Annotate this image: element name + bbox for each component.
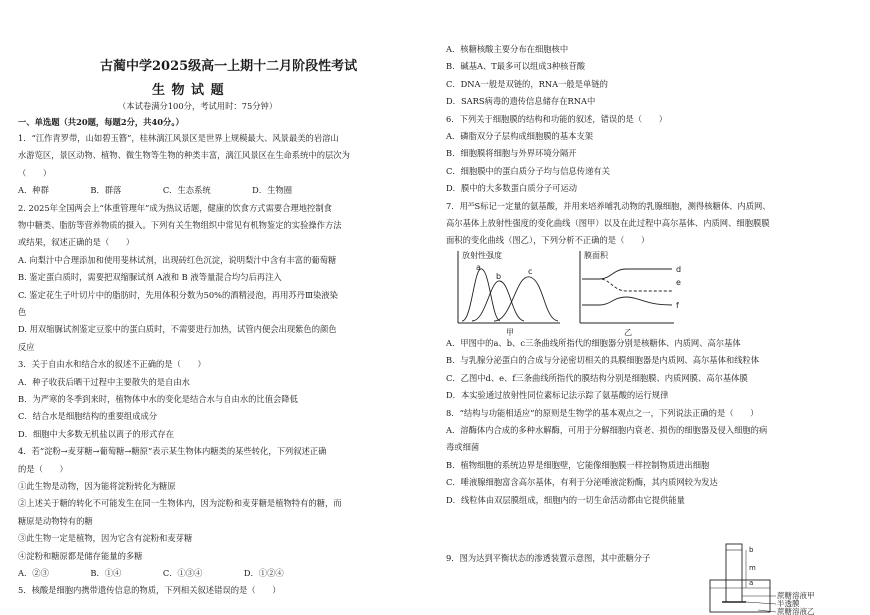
question-line: D. 用双缩脲试剂鉴定豆浆中的蛋白质时，不需要进行加热，试管内便会出现紫色的颜色 [18, 324, 337, 335]
question-line: A．甲图中的a、b、c三条曲线所指代的细胞器分别是核糖体、内质网、高尔基体 [446, 338, 741, 348]
question-line: B．为严寒的冬季到来时，植物体中水的变化是结合水与自由水的比值会降低 [18, 394, 298, 404]
label-b: b [749, 546, 754, 554]
question-line: A．磷脂双分子层构成细胞膜的基本支架 [446, 131, 594, 141]
question-line: 物中糖类、脂肪等营养物质的摄入。下列有关生物组织中常见有机物鉴定的实验操作方法 [18, 220, 342, 230]
question-line: C．唾液腺细胞富含高尔基体，有利于分泌唾液淀粉酶，其内质网较为发达 [446, 477, 718, 488]
fig2-label-d: d [676, 265, 682, 274]
question-line: 4．若“淀粉→麦芽糖→葡萄糖→糖原”表示某生物体内糖类的某些转化，下列叙述正确 [18, 446, 327, 457]
question-line: ①此生物是动物，因为能将淀粉转化为糖原 [18, 481, 176, 491]
figure-yi [570, 245, 692, 337]
question-line: 8．“结构与功能相适应”的原则是生物学的基本观点之一，下列说法正确的是（ ） [446, 407, 759, 418]
figure-jia [448, 245, 566, 337]
question-line: B．植物细胞的系统边界是细胞壁，它能像细胞膜一样控制物质进出细胞 [446, 459, 710, 470]
question-line: 毒或细菌 [446, 442, 480, 453]
fig1-label-a: a [476, 263, 481, 272]
question-line: 1．“江作青罗带，山如碧玉簪”，桂林漓江风景区是世界上规模最大、风景最美的岩溶山 [18, 133, 339, 143]
fig2-caption: 乙 [624, 328, 632, 337]
question-line: 5．核酸是细胞内携带遗传信息的物质，下列相关叙述错误的是（ ） [18, 585, 281, 596]
legend-1: 蔗糖溶液甲 [777, 591, 815, 600]
question-line: 3．关于自由水和结合水的叙述不正确的是（ ） [18, 359, 206, 370]
fig2-ylabel: 膜面积 [584, 251, 608, 260]
curve-f [582, 297, 672, 305]
label-a: a [749, 579, 754, 587]
question-line: C. 鉴定花生子叶切片中的脂肪时，先用体积分数为50%的酒精浸泡，再用苏丹Ⅲ染液染 [18, 289, 338, 300]
funnel-tube [726, 544, 742, 602]
question-line: B．碱基A、T最多可以组成3种核苷酸 [446, 61, 586, 72]
fig1-label-c: c [528, 267, 533, 276]
curve-b [472, 281, 524, 321]
question-line: （ ） [18, 167, 52, 178]
question-line: C．乙图中d、e、f三条曲线所指代的膜结构分别是细胞膜、内质网膜、高尔基体膜 [446, 372, 748, 383]
question-line: B．与乳腺分泌蛋白的合成与分泌密切相关的具膜细胞器是内质网、高尔基体和线粒体 [446, 355, 760, 366]
question-line: A．种群 B．群落 C．生态系统 D．生物圈 [18, 185, 292, 196]
question-line: 水游览区，景区动物、植物、微生物等生物的种类丰富，漓江风景区在生命系统中的层次为 [18, 150, 350, 161]
legend-2: 半透膜 [777, 599, 800, 608]
question-line: D．本实验通过放射性同位素标记法示踪了氨基酸的运行规律 [446, 390, 669, 401]
question-line: D．线粒体由双层膜组成，细胞内的一切生命活动都由它提供能量 [446, 494, 685, 505]
question-9: 9．图为达到平衡状态的渗透装置示意图，其中蔗糖分子 [446, 553, 651, 563]
question-line: A．溶酶体内合成的多种水解酶，可用于分解细胞内衰老、损伤的细胞器及侵入细胞的病 [446, 425, 768, 435]
question-line: B. 鉴定蛋白质时，需要把双缩脲试剂 A液和 B 液等量混合均匀后再注入 [18, 272, 282, 283]
curve-a [462, 269, 500, 321]
question-line: 的是（ ） [18, 463, 68, 474]
fig1-ylabel: 放射性强度 [462, 251, 502, 260]
question-line: C．结合水是细胞结构的重要组成成分 [18, 411, 158, 422]
figure-osmosis [696, 540, 846, 615]
question-line: A．核糖核酸主要分布在细胞核中 [446, 44, 569, 54]
question-line: C．DNA一般是双链的，RNA一般是单链的 [446, 78, 608, 89]
label-m: m [749, 564, 756, 572]
question-line: A．②③ B．①④ C．①③④ D．①②④ [18, 568, 284, 578]
question-line: D．细胞中大多数无机盐以离子的形式存在 [18, 428, 174, 439]
fig2-label-e: e [676, 278, 681, 287]
question-line: ②上述关于糖的转化不可能发生在同一生物体内，因为淀粉和麦芽糖是植物特有的糖，而 [18, 498, 342, 509]
question-line: 6．下列关于细胞膜的结构和功能的叙述，错误的是（ ） [446, 113, 667, 124]
subject-title: 生 物 试 题 [152, 83, 225, 98]
question-line: 高尔基体上放射性强度的变化曲线（图甲）以及在此过程中高尔基体、内质网、细胞膜膜 [446, 218, 770, 228]
question-line: 或结果，叙述正确的是（ ） [18, 237, 135, 248]
question-line: 糖原是动物特有的糖 [18, 515, 93, 526]
exam-title: 古蔺中学2025级高一上期十二月阶段性考试 [100, 59, 358, 74]
curve-d [582, 269, 672, 279]
question-line: 2. 2025年全国两会上“体重管理年”成为热议话题，健康的饮食方式需要合理地控制食 [18, 202, 332, 213]
question-line: 7．用³⁵S标记一定量的氨基酸，并用来培养哺乳动物的乳腺细胞，测得核糖体、内质网、 [446, 200, 771, 211]
question-line: B．细胞膜将细胞与外界环境分隔开 [446, 148, 577, 159]
curve-e [582, 279, 672, 291]
legend-3: 蔗糖溶液乙 [777, 607, 815, 615]
exam-info: （本试卷满分100分，考试用时：75分钟） [118, 101, 278, 111]
question-line: C．细胞膜中的蛋白质分子均与信息传递有关 [446, 165, 610, 176]
question-line: D．膜中的大多数蛋白质分子可运动 [446, 183, 578, 194]
fig1-label-b: b [496, 272, 502, 281]
question-line: 面积的变化曲线（图乙），下列分析不正确的是（ ） [446, 235, 650, 246]
fig2-label-f: f [676, 301, 679, 310]
section-heading: 一、单选题（共20题，每题2分，共40分。） [18, 117, 184, 127]
question-line: A．种子收获后晒干过程中主要散失的是自由水 [18, 376, 190, 387]
question-line: 色 [18, 307, 27, 317]
fig1-caption: 甲 [506, 328, 514, 337]
pointer-2 [746, 602, 776, 604]
question-line: ③此生物一定是植物，因为它含有淀粉和麦芽糖 [18, 533, 193, 544]
question-line: D．SARS病毒的遗传信息储存在RNA中 [446, 96, 596, 107]
question-line: ④淀粉和糖原都是储存能量的多糖 [18, 550, 143, 561]
question-line: 反应 [18, 341, 35, 352]
question-line: A. 向梨汁中合理添加和使用斐林试剂，出现砖红色沉淀，说明梨汁中含有丰富的葡萄糖 [18, 254, 337, 265]
